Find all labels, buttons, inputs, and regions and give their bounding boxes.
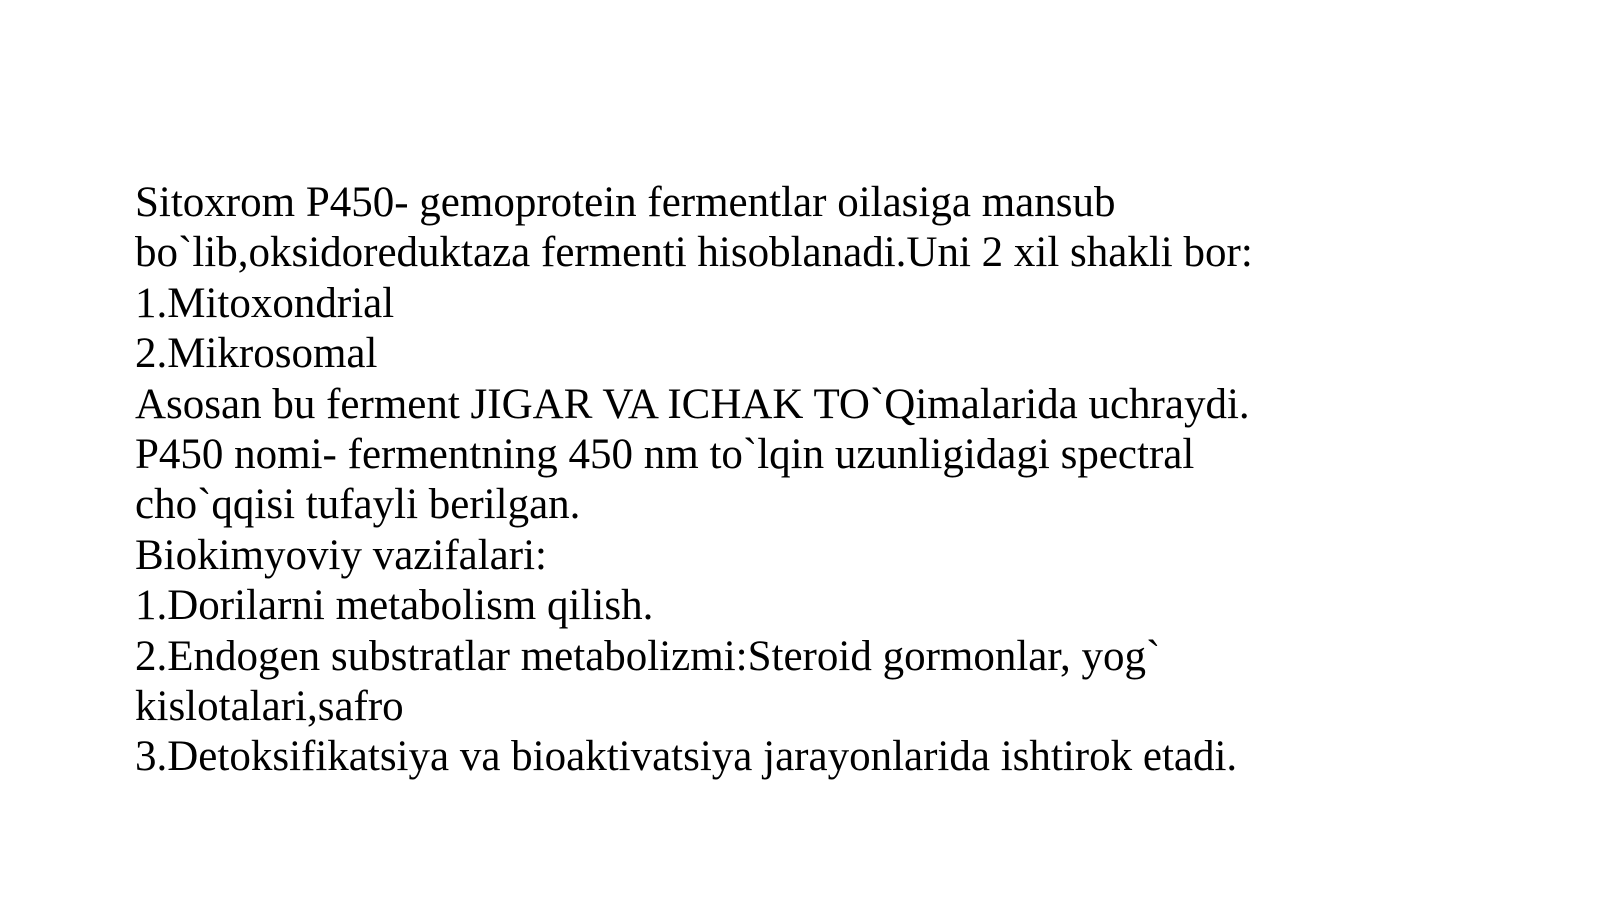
slide-text-block (135, 178, 1535, 783)
text-line-functions-heading: Biokimyoviy vazifalari: (135, 531, 547, 579)
text-line-name-origin: P450 nomi- fermentning 450 nm to`lqin uzunligidagi spectral (135, 431, 1195, 479)
text-line-name-origin-cont: cho`qqisi tufayli berilgan. (135, 481, 581, 529)
text-line-location: Asosan bu ferment JIGAR VA ICHAK TO`Qimalarida uchraydi. (135, 380, 1250, 428)
text-line-form-2: 2.Mikrosomal (135, 330, 378, 378)
text-line-form-1: 1.Mitoxondrial (135, 279, 395, 327)
text-line-function-2-cont: kislotalari,safro (135, 683, 404, 731)
text-line-function-2: 2.Endogen substratlar metabolizmi:Steroid gormonlar, yog` (135, 632, 1161, 680)
text-line-function-1: 1.Dorilarni metabolism qilish. (135, 582, 654, 630)
text-line-intro-cont: bo`lib,oksidoreduktaza fermenti hisoblanadi.Uni 2 xil shakli bor: (135, 229, 1253, 277)
text-line-function-3: 3.Detoksifikatsiya va bioaktivatsiya jarayonlarida ishtirok etadi. (135, 733, 1238, 781)
text-line-intro: Sitoxrom P450- gemoprotein fermentlar oilasiga mansub (135, 179, 1116, 226)
